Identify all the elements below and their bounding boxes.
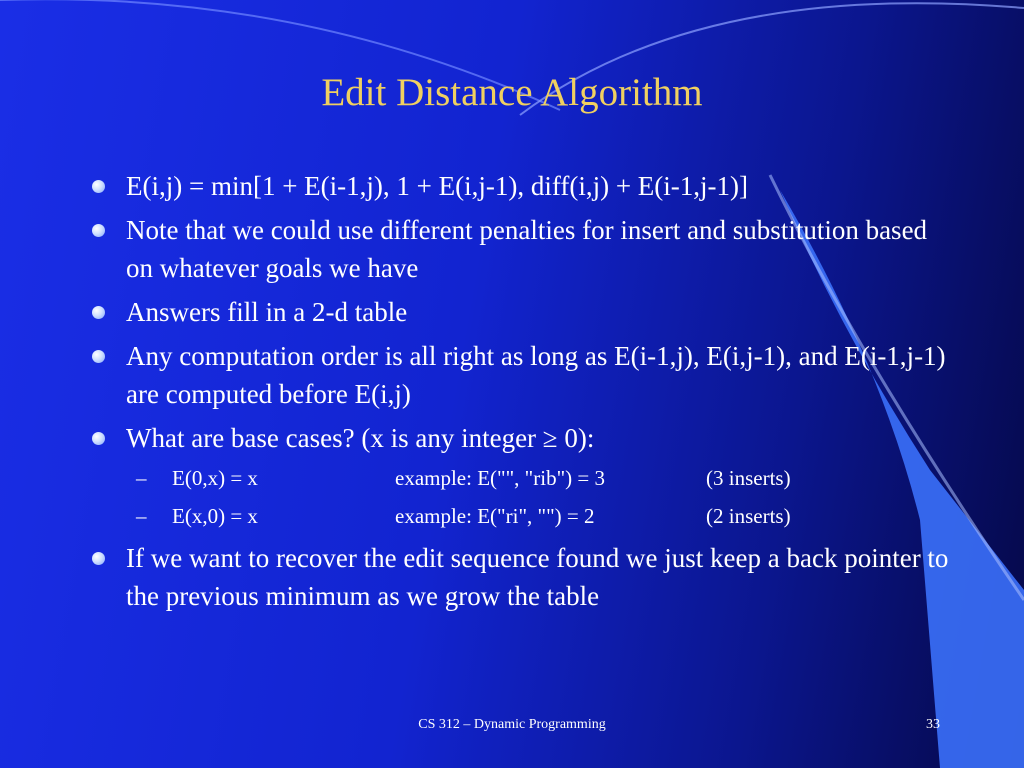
slide-title: Edit Distance Algorithm: [321, 71, 703, 114]
bullet-penalties: [90, 211, 950, 287]
sub-bullet-base-x0: [90, 463, 950, 493]
bullet-text: E(i,j) = min[1 + E(i-1,j), 1 + E(i,j-1), diff(i,j) + E(i-1,j-1)]: [126, 171, 749, 201]
page-number: 33: [926, 717, 940, 732]
bullet-text: Note that we could use different penalties for insert and substitution based on whatever goals we have: [126, 215, 928, 283]
example-label: example:: [395, 504, 472, 528]
bullet-list: [90, 167, 950, 621]
bullet-dot-icon: [92, 552, 105, 565]
bullet-table: [90, 293, 950, 331]
bullet-dot-icon: [92, 432, 105, 445]
sub-bullet-base-0x: [90, 501, 950, 531]
sub-bullet-example: [395, 501, 595, 531]
bullet-text: Any computation order is all right as long as E(i-1,j), E(i,j-1), and E(i-1,j-1) are computed before E(i,j): [126, 341, 946, 409]
slide-footer: CS 312 – Dynamic Programming: [418, 717, 606, 732]
sub-bullet-expression: E(0,x) = x: [172, 466, 258, 490]
bullet-dot-icon: [92, 350, 105, 363]
bullet-base-cases: [90, 419, 950, 457]
bullet-text: Answers fill in a 2-d table: [126, 297, 408, 327]
sub-bullet-note: (2 inserts): [706, 504, 791, 528]
example-label: example:: [395, 466, 472, 490]
sub-bullet-dash: –: [136, 504, 147, 528]
bullet-text: If we want to recover the edit sequence found we just keep a back pointer to the previous minimum as we grow the table: [126, 543, 949, 611]
bullet-dot-icon: [92, 224, 105, 237]
example-value: E("", "rib") = 3: [477, 466, 605, 490]
bullet-dot-icon: [92, 180, 105, 193]
sub-bullet-expression: E(x,0) = x: [172, 504, 258, 528]
bullet-order: [90, 337, 950, 413]
sub-bullet-note: (3 inserts): [706, 466, 791, 490]
bullet-recurrence: [90, 167, 950, 205]
sub-bullet-example: [395, 463, 605, 493]
bullet-recover: [90, 539, 950, 615]
bullet-text: What are base cases? (x is any integer ≥ 0):: [126, 423, 595, 453]
example-value: E("ri", "") = 2: [477, 504, 595, 528]
bullet-dot-icon: [92, 306, 105, 319]
sub-bullet-dash: –: [136, 466, 147, 490]
